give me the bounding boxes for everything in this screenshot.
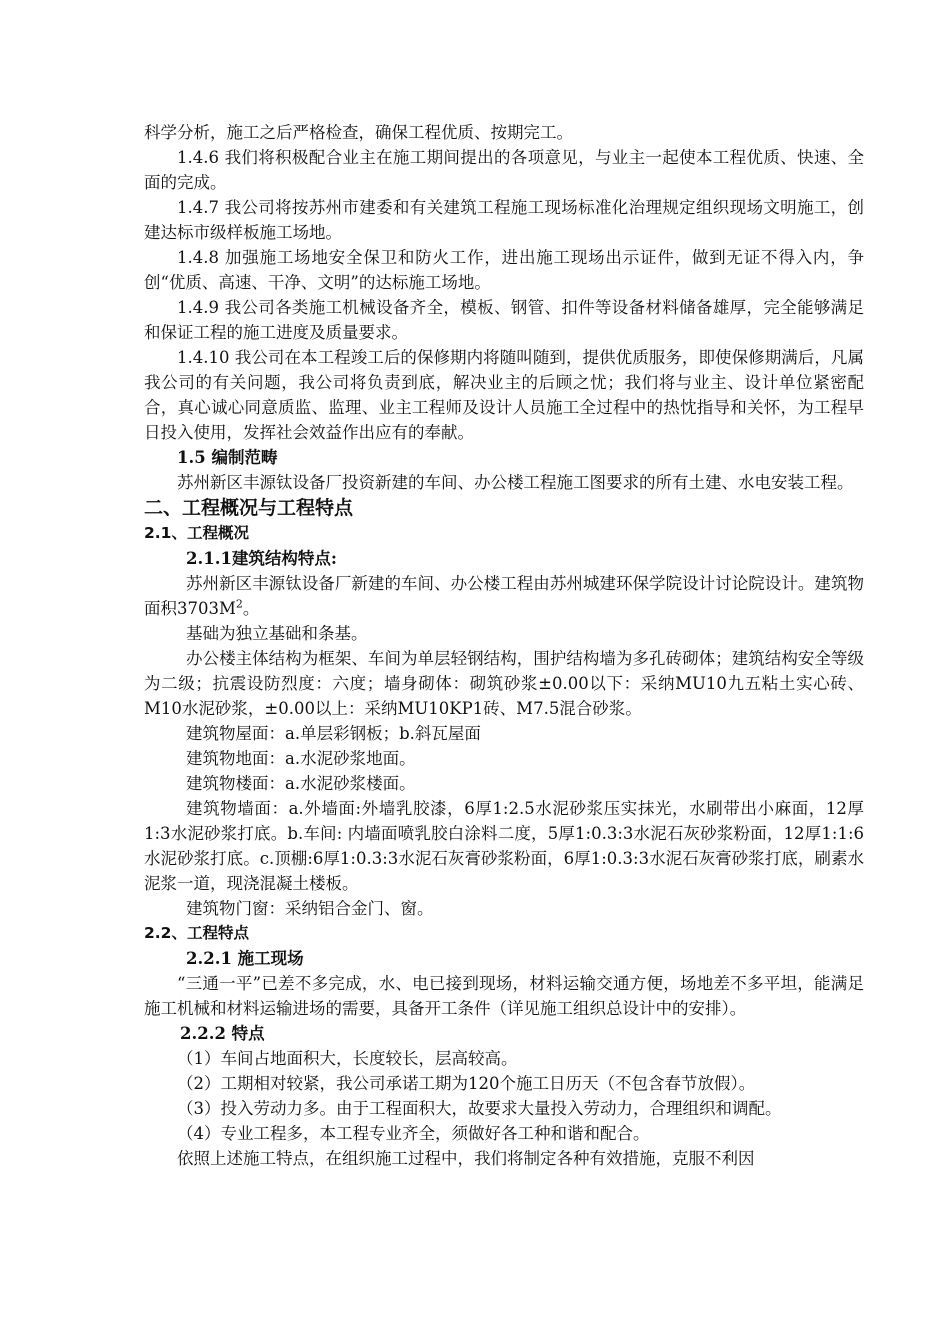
clause-1-4-10: 1.4.10 我公司在本工程竣工后的保修期内将随叫随到，提供优质服务，即使保修期满后，凡属我公司的有关问题，我公司将负责到底，解决业主的后顾之忧；我们将与业主、设计单位紧密配合，真心诚心同意质监、监理、业主工程师及设计人员施工全过程中的热忱指导和关怀，为工程早日投入使用，发挥社会效益作出应有的奉献。 [144,348,864,442]
list-item: （4）专业工程多，本工程专业齐全，须做好各工种和谐和配合。 [177,1124,650,1143]
scope-paragraph: 苏州新区丰源钛设备厂投资新建的车间、办公楼工程施工图要求的所有土建、水电安装工程。 [177,473,854,492]
list-item: （3）投入劳动力多。由于工程面积大，故要求大量投入劳动力，合理组织和调配。 [177,1099,782,1118]
ground-paragraph: 建筑物地面：a.水泥砂浆地面。 [186,749,416,768]
section-heading-1-5: 1.5 编制范畴 [177,448,278,467]
doors-windows-paragraph: 建筑物门窗：采纳铝合金门、窗。 [186,899,434,918]
subsection-heading-2-1-1: 2.1.1建筑结构特点: [186,549,338,568]
structure-paragraph [144,571,864,621]
clause-1-4-8: 1.4.8 加强施工场地安全保卫和防火工作，进出施工现场出示证件，做到无证不得入内，争创“优质、高速、干净、文明”的达标施工场地。 [144,248,864,292]
closing-paragraph: 依照上述施工特点，在组织施工过程中，我们将制定各种有效措施，克服不利因 [177,1149,755,1168]
subsection-heading-2-2-1: 2.2.1 施工现场 [186,949,304,968]
floor-paragraph: 建筑物楼面：a.水泥砂浆楼面。 [186,774,416,793]
main-structure-paragraph: 办公楼主体结构为框架、车间为单层轻钢结构，围护结构墙为多孔砖砌体；建筑结构安全等级为二级；抗震设防烈度：六度；墙身砌体：砌筑砂浆±0.00以下：采纳MU10九五粘土实心砖、M10水泥砂浆，±0.00以上：采纳MU10KP1砖、M7.5混合砂浆。 [144,649,864,718]
foundation-paragraph: 基础为独立基础和条基。 [186,624,368,643]
list-item: （2）工期相对较紧，我公司承诺工期为120个施工日历天（不包含春节放假）。 [177,1074,756,1093]
roof-paragraph: 建筑物屋面：a.单层彩钢板；b.斜瓦屋面 [186,724,481,743]
structure-text-end: 。 [242,599,260,618]
chapter-heading-2: 二、工程概况与工程特点 [144,497,354,519]
site-paragraph: “三通一平”已差不多完成，水、电已接到现场，材料运输交通方便，场地差不多平坦，能满足施工机械和材料运输进场的需要，具备开工条件（详见施工组织总设计中的安排）。 [144,974,864,1018]
clause-1-4-7: 1.4.7 我公司将按苏州市建委和有关建筑工程施工现场标准化治理规定组织现场文明施工，创建达标市级样板施工场地。 [144,198,864,242]
subsection-heading-2-2-2: 2.2.2 特点 [180,1024,265,1043]
paragraph: 科学分析，施工之后严格检查，确保工程优质、按期完工。 [144,123,573,142]
list-item: （1）车间占地面积大，长度较长，层高较高。 [177,1049,518,1068]
structure-text: 苏州新区丰源钛设备厂新建的车间、办公楼工程由苏州城建环保学院设计讨论院设计。建筑物面积3703M [144,574,864,618]
wall-paragraph: 建筑物墙面：a.外墙面:外墙乳胶漆，6厚1:2.5水泥砂浆压实抹光，水刷带出小麻面，12厚1:3水泥砂浆打底。b.车间: 内墙面喷乳胶白涂料二度，5厚1:0.3:3水泥石灰砂浆粉面，12厚1:1:6水泥砂浆打底。c.顶棚:6厚1:0.3:3水泥石灰膏砂浆粉面，6厚1:0.3:3水泥石灰膏砂浆打底，刷素水泥浆一道，现浇混凝土楼板。 [144,799,864,893]
superscript: 2 [235,597,243,611]
clause-1-4-9: 1.4.9 我公司各类施工机械设备齐全，模板、钢管、扣件等设备材料储备雄厚，完全能够满足和保证工程的施工进度及质量要求。 [144,298,864,342]
document-page [144,120,864,1171]
clause-1-4-6: 1.4.6 我们将积极配合业主在施工期间提出的各项意见，与业主一起使本工程优质、快速、全面的完成。 [144,148,864,192]
section-heading-2-2: 2.2、工程特点 [144,924,249,942]
section-heading-2-1: 2.1、工程概况 [144,524,249,542]
